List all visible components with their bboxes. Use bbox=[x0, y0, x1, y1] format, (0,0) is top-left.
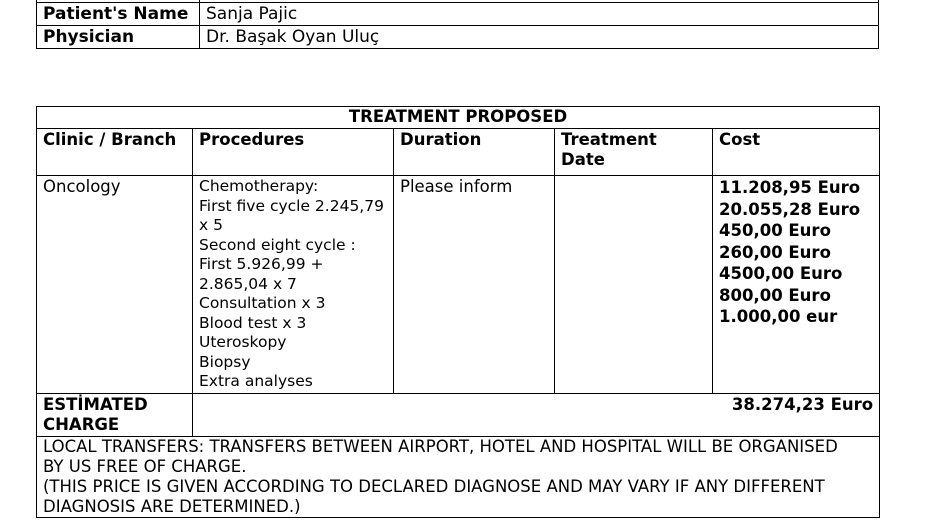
patient-name-value: Sanja Pajic bbox=[200, 3, 879, 26]
header-cost: Cost bbox=[713, 129, 880, 176]
procedures-cell bbox=[193, 176, 394, 394]
procedure-line: First 5.926,99 + bbox=[199, 255, 324, 273]
header-treatment-date bbox=[555, 129, 713, 176]
cost-cell bbox=[713, 176, 880, 394]
procedure-line: Uteroskopy bbox=[199, 333, 287, 351]
note-line: DIAGNOSIS ARE DETERMINED.) bbox=[43, 496, 301, 516]
cost-line: 800,00 Euro bbox=[719, 285, 831, 305]
patient-name-label: Patient's Name bbox=[37, 3, 200, 26]
estimated-charge-value: 38.274,23 Euro bbox=[193, 393, 880, 436]
header-treatment-date-line1: Treatment bbox=[561, 130, 657, 149]
note-line: (THIS PRICE IS GIVEN ACCORDING TO DECLARED DIAGNOSE AND MAY VARY IF ANY DIFFERENT bbox=[43, 476, 825, 496]
procedure-line: Second eight cycle : bbox=[199, 235, 356, 254]
cost-line: 4500,00 Euro bbox=[719, 264, 843, 283]
procedure-line: Consultation x 3 bbox=[199, 294, 326, 312]
cost-line: 260,00 Euro bbox=[719, 242, 831, 262]
physician-value: Dr. Başak Oyan Uluç bbox=[200, 26, 879, 49]
estimated-charge-label bbox=[37, 393, 193, 436]
header-clinic: Clinic / Branch bbox=[37, 129, 193, 176]
header-duration: Duration bbox=[394, 129, 555, 176]
cost-line: 20.055,28 Euro bbox=[719, 199, 861, 219]
cost-line: 1.000,00 eur bbox=[719, 307, 838, 326]
procedure-line: Biopsy bbox=[199, 352, 251, 371]
treatment-title: TREATMENT PROPOSED bbox=[37, 107, 880, 129]
patient-info-table bbox=[36, 0, 879, 49]
procedure-line: First five cycle 2.245,79 bbox=[199, 196, 384, 215]
notes-cell bbox=[37, 436, 880, 517]
clinic-cell: Oncology bbox=[37, 176, 193, 394]
procedure-line: x 5 bbox=[199, 216, 223, 234]
duration-cell: Please inform bbox=[394, 176, 555, 394]
treatment-table bbox=[36, 106, 880, 518]
physician-label: Physician bbox=[37, 26, 200, 49]
header-treatment-date-line2: Date bbox=[561, 150, 605, 169]
procedure-line: Extra analyses bbox=[199, 372, 313, 390]
treatment-date-cell bbox=[555, 176, 713, 394]
procedure-line: 2.865,04 x 7 bbox=[199, 274, 297, 293]
header-procedures: Procedures bbox=[193, 129, 394, 176]
note-line: BY US FREE OF CHARGE. bbox=[43, 456, 247, 476]
note-line: LOCAL TRANSFERS: TRANSFERS BETWEEN AIRPORT, HOTEL AND HOSPITAL WILL BE ORGANISED bbox=[43, 436, 838, 456]
estimated-label-line2: CHARGE bbox=[43, 414, 120, 434]
procedure-line: Chemotherapy: bbox=[199, 177, 319, 195]
estimated-label-line1: ESTİMATED bbox=[43, 394, 148, 414]
cost-line: 11.208,95 Euro bbox=[719, 178, 861, 197]
procedure-line: Blood test x 3 bbox=[199, 313, 307, 332]
cost-line: 450,00 Euro bbox=[719, 221, 831, 240]
